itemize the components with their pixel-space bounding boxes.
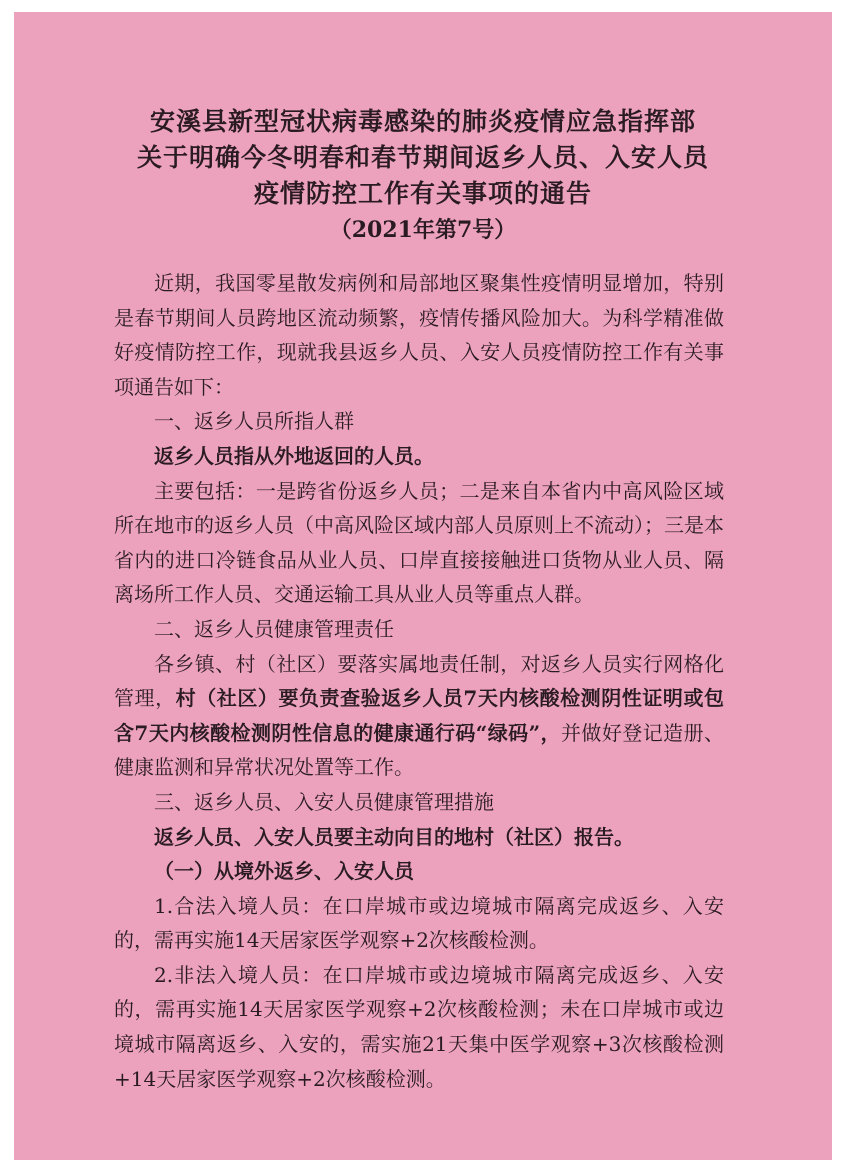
- section-heading-2: 二、返乡人员健康管理责任: [154, 616, 394, 641]
- report-paragraph: 返乡人员、入安人员要主动向目的地村（社区）报告。: [154, 824, 634, 849]
- responsibility-text-3: 并做好登记造册、健康监测和异常状况处置等工作。: [114, 720, 725, 780]
- responsibility-text-2: 村（社区）要负责查验返乡人员7天内核酸检测阴性证明或包含7天内核酸检测阴性信息的健康通行码“绿码”，: [114, 686, 725, 745]
- scope-text: 主要包括：一是跨省份返乡人员；二是来自本省内中高风险区域所在地市的返乡人员（中高风险区域内部人员原则上不流动）；三是本省内的进口冷链食品从业人员、口岸直接接触进口货物从业人员、隔离场所工作人员、交通运输工具从业人员等重点人群。: [114, 478, 724, 607]
- section-heading-1: 一、返乡人员所指人群: [154, 409, 354, 434]
- notice-number: （2021年第7号）: [329, 217, 517, 243]
- definition-paragraph: 返乡人员指从外地返回的人员。: [154, 443, 434, 468]
- responsibility-text-1: 各乡镇、村（社区）要落实属地责任制，对返乡人员实行网格化管理，: [114, 651, 724, 711]
- legal-entry-paragraph: 1.合法入境人员：在口岸城市或边境城市隔离完成返乡、入安的，需再实施14天居家医学观察+2次核酸检测。: [114, 893, 724, 953]
- responsibility-paragraph: [114, 647, 724, 785]
- title-line-1: 安溪县新型冠状病毒感染的肺炎疫情应急指挥部: [149, 107, 696, 136]
- subsection-heading-1: （一）从境外返乡、入安人员: [154, 859, 414, 884]
- section-heading-3: 三、返乡人员、入安人员健康管理措施: [154, 789, 494, 814]
- notice-body: [114, 266, 724, 1096]
- title-line-2: 关于明确今冬明春和春节期间返乡人员、入安人员: [136, 143, 709, 172]
- scope-paragraph: [114, 474, 724, 612]
- intro-paragraph: 近期，我国零星散发病例和局部地区聚集性疫情明显增加，特别是春节期间人员跨地区流动频繁，疫情传播风险加大。为科学精准做好疫情防控工作，现就我县返乡人员、入安人员疫情防控工作有关事项通告如下：: [114, 271, 724, 399]
- document-page: [14, 12, 832, 1160]
- title-line-3: 疫情防控工作有关事项的通告: [253, 179, 592, 208]
- notice-title: [14, 104, 832, 248]
- illegal-entry-paragraph: 2.非法入境人员：在口岸城市或边境城市隔离完成返乡、入安的，需再实施14天居家医学观察+2次核酸检测；未在口岸城市或边境城市隔离返乡、入安的，需实施21天集中医学观察+3次核酸检测+14天居家医学观察+2次核酸检测。: [114, 962, 724, 1091]
